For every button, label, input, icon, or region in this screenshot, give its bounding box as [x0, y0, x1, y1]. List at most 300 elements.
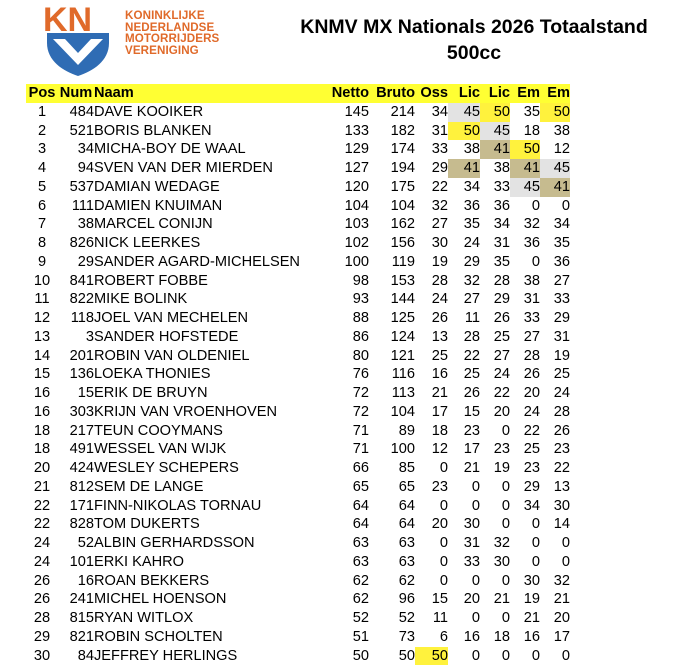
bruto-cell: 63 — [398, 553, 415, 570]
table-row — [26, 178, 570, 197]
lic-2-cell: 32 — [493, 535, 510, 551]
lic-1-cell: 20 — [463, 591, 480, 608]
num-cell: 15 — [77, 385, 94, 401]
num-cell: 812 — [69, 478, 94, 495]
oss-cell: 6 — [439, 628, 448, 645]
table-row — [26, 403, 570, 422]
bruto-cell: 104 — [390, 197, 415, 214]
em-1-cell: 35 — [523, 103, 540, 120]
em-2-cell: 21 — [553, 591, 570, 608]
em-2-cell: 22 — [553, 460, 570, 476]
netto-cell: 104 — [344, 197, 369, 214]
lic-1-cell: 36 — [463, 197, 480, 214]
netto-cell: 51 — [352, 628, 369, 645]
em-1-cell: 29 — [523, 478, 540, 495]
num-cell: 521 — [69, 122, 94, 139]
table-row — [26, 272, 570, 291]
org-line: MOTORRIJDERS — [125, 32, 220, 46]
num-cell: 822 — [69, 291, 94, 308]
pos-cell: 5 — [37, 178, 47, 195]
rider-name-cell: ALBIN GERHARDSSON — [94, 535, 255, 551]
netto-cell: 62 — [352, 572, 369, 589]
em-1-cell: 36 — [523, 235, 540, 251]
bruto-cell: 50 — [398, 647, 415, 664]
lic-2-cell: 33 — [493, 178, 510, 195]
em-2-cell: 36 — [553, 253, 570, 270]
em-1-cell: 34 — [523, 497, 540, 514]
pos-cell: 21 — [33, 478, 51, 495]
netto-cell: 102 — [344, 235, 369, 251]
oss-cell: 50 — [415, 647, 448, 666]
table-row — [26, 197, 570, 216]
em-2-cell: 31 — [553, 328, 570, 345]
pos-cell: 30 — [33, 647, 51, 664]
pos-cell: 14 — [33, 347, 51, 364]
table-row — [26, 234, 570, 253]
bruto-cell: 64 — [398, 516, 415, 533]
netto-cell: 120 — [344, 178, 369, 195]
netto-cell: 63 — [352, 553, 369, 570]
pos-cell: 12 — [33, 310, 51, 326]
num-cell: 3 — [85, 328, 94, 345]
rider-name-cell: JOEL VAN MECHELEN — [94, 310, 249, 326]
bruto-cell: 124 — [390, 328, 415, 345]
em-2-cell: 25 — [553, 366, 570, 383]
netto-cell: 80 — [352, 347, 369, 364]
rider-name-cell: MIKE BOLINK — [94, 291, 188, 308]
bruto-cell: 182 — [390, 122, 415, 139]
em-1-cell: 32 — [523, 216, 540, 233]
org-line: NEDERLANDSE — [125, 20, 215, 34]
table-row — [26, 590, 570, 609]
lic-1-cell: 17 — [463, 441, 480, 458]
em-2-cell: 17 — [553, 628, 570, 645]
pos-cell: 2 — [37, 122, 47, 139]
netto-cell: 72 — [352, 385, 369, 401]
rider-name-cell: KRIJN VAN VROENHOVEN — [94, 403, 277, 420]
table-row — [26, 122, 570, 141]
oss-cell: 27 — [431, 216, 448, 233]
table-row — [26, 215, 570, 234]
em-2-cell: 20 — [553, 610, 570, 626]
lic-1-cell: 33 — [463, 553, 480, 570]
lic-1-cell: 30 — [463, 516, 480, 533]
bruto-cell: 125 — [390, 310, 415, 326]
pos-cell: 24 — [33, 553, 51, 570]
num-cell: 201 — [69, 347, 94, 364]
netto-cell: 64 — [352, 516, 369, 533]
oss-cell: 0 — [439, 553, 448, 570]
oss-cell: 16 — [431, 366, 448, 383]
lic-2-cell: 50 — [480, 103, 510, 122]
oss-cell: 0 — [439, 535, 448, 551]
pos-cell: 10 — [33, 272, 51, 289]
num-cell: 217 — [69, 422, 94, 439]
lic-2-cell: 36 — [493, 197, 510, 214]
table-row — [26, 384, 570, 403]
bruto-cell: 156 — [390, 235, 415, 251]
lic-1-cell: 25 — [463, 366, 480, 383]
lic-2-cell: 26 — [493, 310, 510, 326]
em-1-cell: 0 — [531, 516, 540, 533]
rider-name-cell: MARCEL CONIJN — [94, 216, 213, 233]
table-row — [26, 328, 570, 347]
lic-1-cell: 26 — [463, 385, 480, 401]
em-2-cell: 12 — [553, 141, 570, 158]
lic-2-cell: 45 — [480, 122, 510, 141]
oss-cell: 11 — [432, 610, 448, 626]
em-1-cell: 38 — [523, 272, 540, 289]
rider-name-cell: LOEKA THONIES — [94, 366, 211, 383]
oss-cell: 33 — [431, 141, 448, 158]
bruto-cell: 104 — [390, 403, 415, 420]
lic-1-cell: 32 — [463, 272, 480, 289]
rider-name-cell: ROBERT FOBBE — [94, 272, 208, 289]
pos-cell: 4 — [37, 160, 47, 176]
table-row — [26, 628, 570, 647]
netto-cell: 63 — [352, 535, 369, 551]
lic-2-cell: 35 — [493, 253, 510, 270]
em-1-cell: 0 — [531, 535, 540, 551]
bruto-cell: 175 — [390, 178, 415, 195]
col-header-em-1: Em — [510, 84, 540, 103]
num-cell: 841 — [69, 272, 94, 289]
lic-2-cell: 22 — [493, 385, 510, 401]
lic-2-cell: 0 — [501, 422, 510, 439]
em-1-cell: 26 — [523, 366, 540, 383]
oss-cell: 34 — [431, 103, 448, 120]
netto-cell: 64 — [352, 497, 369, 514]
oss-cell: 0 — [439, 497, 448, 514]
lic-1-cell: 29 — [463, 253, 480, 270]
lic-1-cell: 50 — [448, 122, 480, 141]
oss-cell: 18 — [431, 422, 448, 439]
em-2-cell: 28 — [553, 403, 570, 420]
oss-cell: 17 — [431, 403, 448, 420]
table-row — [26, 440, 570, 459]
num-cell: 118 — [70, 310, 94, 326]
em-2-cell: 26 — [553, 422, 570, 439]
pos-cell: 18 — [33, 422, 51, 439]
netto-cell: 62 — [352, 591, 369, 608]
lic-2-cell: 0 — [501, 516, 510, 533]
em-2-cell: 50 — [540, 103, 570, 122]
em-1-cell: 20 — [523, 385, 540, 401]
em-2-cell: 0 — [561, 647, 570, 664]
em-2-cell: 41 — [540, 178, 570, 197]
rider-name-cell: RYAN WITLOX — [94, 610, 194, 626]
lic-2-cell: 18 — [493, 628, 510, 645]
em-1-cell: 0 — [531, 553, 540, 570]
num-cell: 101 — [69, 553, 94, 570]
em-1-cell: 30 — [523, 572, 540, 589]
col-header-oss: Oss — [415, 84, 448, 103]
lic-1-cell: 27 — [463, 291, 480, 308]
em-1-cell: 16 — [523, 628, 540, 645]
bruto-cell: 174 — [390, 141, 415, 158]
rider-name-cell: BORIS BLANKEN — [94, 122, 212, 139]
em-1-cell: 27 — [523, 328, 540, 345]
em-2-cell: 32 — [553, 572, 570, 589]
bruto-cell: 214 — [390, 103, 415, 120]
num-cell: 84 — [77, 647, 94, 664]
em-2-cell: 29 — [553, 310, 570, 326]
organization-name — [125, 10, 219, 56]
num-cell: 136 — [69, 366, 94, 383]
lic-1-cell: 24 — [463, 235, 480, 251]
rider-name-cell: ERIK DE BRUYN — [94, 385, 208, 401]
netto-cell: 103 — [344, 216, 369, 233]
num-cell: 111 — [71, 197, 94, 214]
em-2-cell: 0 — [561, 553, 570, 570]
num-cell: 491 — [69, 441, 94, 458]
bruto-cell: 85 — [398, 460, 415, 476]
em-1-cell: 50 — [510, 140, 540, 159]
table-row — [26, 422, 570, 441]
lic-2-cell: 29 — [493, 291, 510, 308]
bruto-cell: 100 — [390, 441, 415, 458]
num-cell: 94 — [77, 160, 94, 176]
lic-1-cell: 21 — [463, 460, 480, 476]
lic-2-cell: 0 — [501, 497, 510, 514]
em-2-cell: 19 — [553, 347, 570, 364]
lic-2-cell: 41 — [480, 140, 510, 159]
lic-2-cell: 0 — [501, 647, 510, 664]
bruto-cell: 52 — [398, 610, 415, 626]
netto-cell: 76 — [352, 366, 369, 383]
pos-cell: 8 — [37, 235, 47, 251]
rider-name-cell: JEFFREY HERLINGS — [94, 647, 238, 664]
num-cell: 815 — [69, 610, 94, 626]
bruto-cell: 153 — [390, 272, 415, 289]
lic-2-cell: 23 — [493, 441, 510, 458]
lic-2-cell: 21 — [493, 591, 510, 608]
col-header-num: Num — [59, 85, 93, 101]
oss-cell: 13 — [431, 328, 448, 345]
bruto-cell: 121 — [390, 347, 415, 364]
lic-1-cell: 38 — [463, 141, 480, 158]
pos-cell: 24 — [33, 535, 51, 551]
num-cell: 537 — [69, 178, 94, 195]
oss-cell: 29 — [431, 160, 448, 176]
num-cell: 29 — [77, 253, 94, 270]
em-1-cell: 41 — [510, 159, 540, 178]
num-cell: 828 — [69, 516, 94, 533]
rider-name-cell: NICK LEERKES — [94, 235, 201, 251]
lic-1-cell: 0 — [471, 610, 480, 626]
table-row — [26, 365, 570, 384]
bruto-cell: 144 — [390, 291, 415, 308]
netto-cell: 129 — [344, 141, 369, 158]
oss-cell: 28 — [431, 272, 448, 289]
rider-name-cell: TOM DUKERTS — [94, 516, 200, 533]
em-1-cell: 24 — [523, 403, 540, 420]
lic-2-cell: 0 — [501, 610, 510, 626]
rider-name-cell: WESLEY SCHEPERS — [94, 460, 239, 476]
lic-1-cell: 15 — [463, 403, 480, 420]
col-header-lic-1: Lic — [448, 84, 480, 103]
table-row — [26, 140, 570, 159]
org-line: VERENIGING — [125, 43, 199, 57]
oss-cell: 21 — [431, 385, 448, 401]
bruto-cell: 116 — [391, 366, 415, 383]
oss-cell: 32 — [431, 197, 448, 214]
page-title: KNMV MX Nationals 2026 Totaalstand — [300, 16, 648, 38]
standings-body — [26, 103, 570, 666]
oss-cell: 25 — [431, 347, 448, 364]
rider-name-cell: SEM DE LANGE — [94, 478, 204, 495]
lic-1-cell: 31 — [463, 535, 480, 551]
oss-cell: 15 — [431, 591, 448, 608]
em-1-cell: 33 — [523, 310, 540, 326]
netto-cell: 50 — [352, 647, 369, 664]
pos-cell: 16 — [33, 403, 51, 420]
num-cell: 171 — [69, 497, 94, 514]
table-row — [26, 478, 570, 497]
em-2-cell: 27 — [553, 272, 570, 289]
oss-cell: 0 — [439, 460, 448, 476]
em-1-cell: 28 — [523, 347, 540, 364]
lic-2-cell: 0 — [501, 478, 510, 495]
org-line: KONINKLIJKE — [125, 9, 205, 22]
em-1-cell: 18 — [523, 122, 540, 139]
num-cell: 34 — [77, 141, 94, 158]
lic-1-cell: 0 — [471, 478, 480, 495]
pos-cell: 20 — [33, 460, 51, 476]
oss-cell: 30 — [431, 235, 448, 251]
col-header-pos: Pos — [26, 84, 58, 103]
oss-cell: 0 — [439, 572, 448, 589]
bruto-cell: 162 — [390, 216, 415, 233]
bruto-cell: 119 — [391, 253, 415, 270]
netto-cell: 65 — [352, 478, 369, 495]
netto-cell: 127 — [344, 160, 369, 176]
num-cell: 826 — [69, 235, 94, 251]
table-row — [26, 572, 570, 591]
col-header-netto: Netto — [327, 84, 369, 103]
oss-cell: 20 — [431, 516, 448, 533]
em-1-cell: 25 — [523, 441, 540, 458]
table-row — [26, 290, 570, 309]
em-1-cell: 22 — [523, 422, 540, 439]
table-row — [26, 534, 570, 553]
table-row — [26, 253, 570, 272]
svg-text:KN: KN — [43, 3, 93, 39]
netto-cell: 88 — [352, 310, 369, 326]
pos-cell: 16 — [33, 385, 51, 401]
oss-cell: 24 — [431, 291, 448, 308]
col-header-bruto: Bruto — [369, 84, 415, 103]
lic-2-cell: 0 — [501, 572, 510, 589]
em-1-cell: 19 — [523, 591, 540, 608]
rider-name-cell: ROAN BEKKERS — [94, 572, 210, 589]
netto-cell: 71 — [352, 422, 369, 439]
table-row — [26, 347, 570, 366]
knmv-logo — [43, 3, 113, 77]
num-cell: 484 — [69, 103, 94, 120]
pos-cell: 3 — [37, 141, 47, 158]
num-cell: 424 — [69, 460, 94, 476]
em-1-cell: 45 — [510, 178, 540, 197]
table-row — [26, 103, 570, 122]
em-2-cell: 13 — [553, 478, 570, 495]
netto-cell: 133 — [344, 122, 369, 139]
pos-cell: 9 — [37, 253, 47, 270]
lic-2-cell: 20 — [493, 403, 510, 420]
lic-1-cell: 41 — [448, 159, 480, 178]
num-cell: 303 — [69, 403, 94, 420]
em-2-cell: 34 — [553, 216, 570, 233]
lic-1-cell: 0 — [471, 497, 480, 514]
lic-2-cell: 31 — [493, 235, 510, 251]
num-cell: 241 — [69, 591, 94, 608]
pos-cell: 22 — [33, 516, 51, 533]
oss-cell: 26 — [431, 310, 448, 326]
em-2-cell: 33 — [553, 291, 570, 308]
num-cell: 16 — [77, 572, 94, 589]
pos-cell: 29 — [33, 628, 51, 645]
pos-cell: 18 — [33, 441, 51, 458]
lic-1-cell: 45 — [448, 103, 480, 122]
pos-cell: 28 — [33, 610, 51, 626]
netto-cell: 72 — [352, 403, 369, 420]
em-2-cell: 0 — [561, 535, 570, 551]
lic-1-cell: 23 — [463, 422, 480, 439]
table-row — [26, 553, 570, 572]
em-1-cell: 0 — [531, 197, 540, 214]
pos-cell: 22 — [33, 497, 51, 514]
oss-cell: 19 — [431, 253, 448, 270]
em-2-cell: 14 — [553, 516, 570, 533]
rider-name-cell: ROBIN VAN OLDENIEL — [94, 347, 250, 364]
lic-1-cell: 16 — [463, 628, 480, 645]
em-2-cell: 24 — [553, 385, 570, 401]
oss-cell: 31 — [431, 122, 448, 139]
standings-table — [26, 84, 570, 665]
bruto-cell: 113 — [391, 385, 415, 401]
lic-1-cell: 0 — [471, 647, 480, 664]
rider-name-cell: FINN-NIKOLAS TORNAU — [94, 497, 262, 514]
num-cell: 52 — [77, 535, 94, 551]
lic-2-cell: 19 — [493, 460, 510, 476]
em-1-cell: 23 — [523, 460, 540, 476]
rider-name-cell: DAMIAN WEDAGE — [94, 178, 220, 195]
col-header-lic-2: Lic — [480, 84, 510, 103]
bruto-cell: 194 — [390, 160, 415, 176]
netto-cell: 100 — [344, 253, 369, 270]
table-row — [26, 497, 570, 516]
table-row — [26, 609, 570, 628]
pos-cell: 26 — [33, 591, 51, 608]
em-2-cell: 23 — [553, 441, 570, 458]
em-2-cell: 35 — [553, 235, 570, 251]
table-row — [26, 309, 570, 328]
netto-cell: 52 — [352, 610, 369, 626]
oss-cell: 22 — [431, 178, 448, 195]
pos-cell: 26 — [33, 572, 51, 589]
lic-1-cell: 22 — [463, 347, 480, 364]
bruto-cell: 89 — [398, 422, 415, 439]
netto-cell: 93 — [352, 291, 369, 308]
rider-name-cell: MICHEL HOENSON — [94, 591, 227, 608]
rider-name-cell: SANDER HOFSTEDE — [94, 328, 239, 345]
class-subtitle: 500cc — [446, 42, 502, 64]
oss-cell: 12 — [431, 441, 448, 458]
em-1-cell: 0 — [531, 253, 540, 270]
rider-name-cell: SANDER AGARD-MICHELSEN — [94, 253, 300, 270]
rider-name-cell: MICHA-BOY DE WAAL — [94, 141, 246, 158]
table-row — [26, 647, 570, 666]
